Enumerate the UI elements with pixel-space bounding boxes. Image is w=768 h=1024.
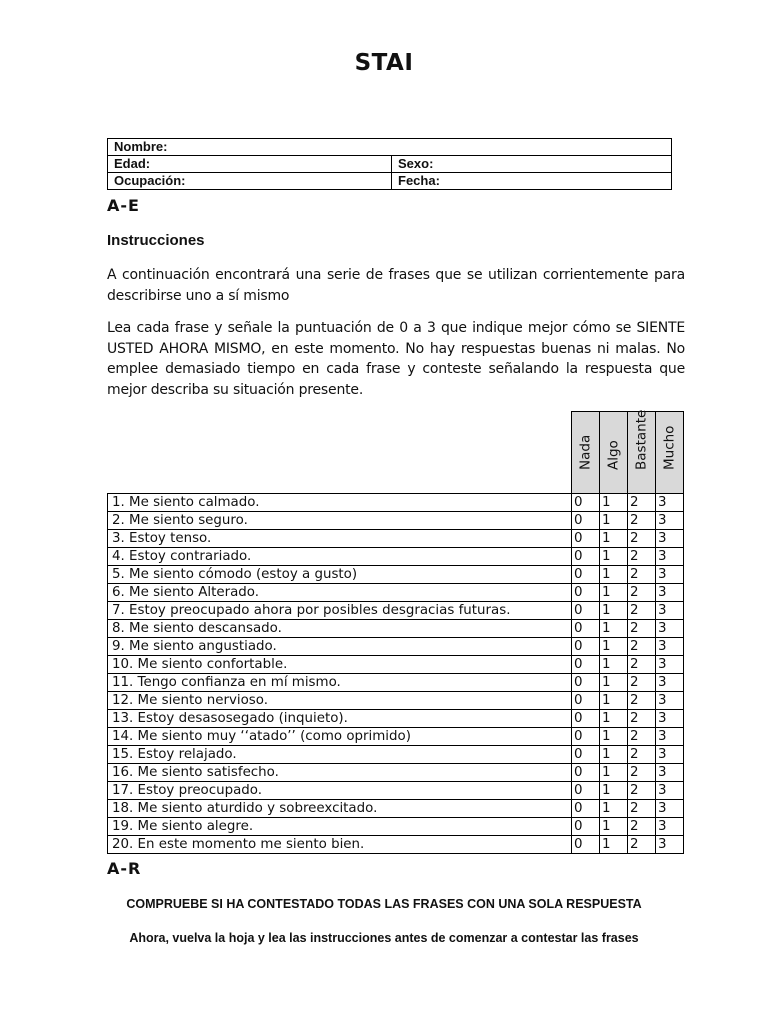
fecha-field[interactable]: Fecha: bbox=[392, 173, 672, 190]
score-option-algo[interactable]: 1 bbox=[600, 728, 628, 746]
score-option-algo[interactable]: 1 bbox=[600, 674, 628, 692]
score-option-nada[interactable]: 0 bbox=[572, 512, 600, 530]
score-option-algo[interactable]: 1 bbox=[600, 710, 628, 728]
item-statement: 3. Estoy tenso. bbox=[108, 530, 572, 548]
column-header-mucho bbox=[656, 412, 684, 494]
table-row bbox=[108, 494, 684, 512]
score-option-mucho[interactable]: 3 bbox=[656, 818, 684, 836]
score-option-nada[interactable]: 0 bbox=[572, 530, 600, 548]
table-row bbox=[108, 620, 684, 638]
score-option-mucho[interactable]: 3 bbox=[656, 692, 684, 710]
score-option-algo[interactable]: 1 bbox=[600, 638, 628, 656]
item-statement: 14. Me siento muy ‘‘atado’’ (como oprimido) bbox=[108, 728, 572, 746]
score-option-algo[interactable]: 1 bbox=[600, 620, 628, 638]
score-option-mucho[interactable]: 3 bbox=[656, 764, 684, 782]
score-option-mucho[interactable]: 3 bbox=[656, 638, 684, 656]
turn-page-note: Ahora, vuelva la hoja y lea las instrucciones antes de comenzar a contestar las frases bbox=[129, 931, 639, 945]
score-option-nada[interactable]: 0 bbox=[572, 728, 600, 746]
score-option-bastante[interactable]: 2 bbox=[628, 674, 656, 692]
score-option-mucho[interactable]: 3 bbox=[656, 584, 684, 602]
item-statement: 6. Me siento Alterado. bbox=[108, 584, 572, 602]
sexo-field[interactable]: Sexo: bbox=[392, 156, 672, 173]
edad-field[interactable]: Edad: bbox=[108, 156, 392, 173]
table-row bbox=[108, 548, 684, 566]
score-option-algo[interactable]: 1 bbox=[600, 692, 628, 710]
table-row bbox=[108, 584, 684, 602]
score-option-nada[interactable]: 0 bbox=[572, 836, 600, 854]
score-option-algo[interactable]: 1 bbox=[600, 836, 628, 854]
item-statement: 16. Me siento satisfecho. bbox=[108, 764, 572, 782]
instructions-heading: Instrucciones bbox=[107, 232, 205, 249]
score-option-algo[interactable]: 1 bbox=[600, 800, 628, 818]
score-option-bastante[interactable]: 2 bbox=[628, 638, 656, 656]
table-row bbox=[108, 764, 684, 782]
score-option-bastante[interactable]: 2 bbox=[628, 566, 656, 584]
score-option-mucho[interactable]: 3 bbox=[656, 782, 684, 800]
table-row bbox=[108, 656, 684, 674]
ocupacion-field[interactable]: Ocupación: bbox=[108, 173, 392, 190]
score-option-bastante[interactable]: 2 bbox=[628, 602, 656, 620]
item-statement: 11. Tengo confianza en mí mismo. bbox=[108, 674, 572, 692]
item-statement: 17. Estoy preocupado. bbox=[108, 782, 572, 800]
score-option-mucho[interactable]: 3 bbox=[656, 494, 684, 512]
table-row bbox=[108, 782, 684, 800]
score-option-mucho[interactable]: 3 bbox=[656, 746, 684, 764]
score-option-mucho[interactable]: 3 bbox=[656, 800, 684, 818]
score-option-algo[interactable]: 1 bbox=[600, 494, 628, 512]
score-option-algo[interactable]: 1 bbox=[600, 548, 628, 566]
score-option-bastante[interactable]: 2 bbox=[628, 494, 656, 512]
questionnaire-table bbox=[107, 411, 684, 854]
score-option-bastante[interactable]: 2 bbox=[628, 764, 656, 782]
page-title: STAI bbox=[354, 50, 414, 76]
score-option-nada[interactable]: 0 bbox=[572, 656, 600, 674]
score-option-algo[interactable]: 1 bbox=[600, 764, 628, 782]
table-row bbox=[108, 728, 684, 746]
table-row bbox=[108, 710, 684, 728]
score-option-nada[interactable]: 0 bbox=[572, 746, 600, 764]
score-option-bastante[interactable]: 2 bbox=[628, 692, 656, 710]
column-header-nada bbox=[572, 412, 600, 494]
table-row bbox=[108, 746, 684, 764]
score-option-mucho[interactable]: 3 bbox=[656, 728, 684, 746]
item-statement: 12. Me siento nervioso. bbox=[108, 692, 572, 710]
score-option-mucho[interactable]: 3 bbox=[656, 674, 684, 692]
table-row bbox=[108, 512, 684, 530]
score-option-algo[interactable]: 1 bbox=[600, 512, 628, 530]
score-option-bastante[interactable]: 2 bbox=[628, 656, 656, 674]
item-statement: 7. Estoy preocupado ahora por posibles desgracias futuras. bbox=[108, 602, 572, 620]
score-option-nada[interactable]: 0 bbox=[572, 620, 600, 638]
score-option-nada[interactable]: 0 bbox=[572, 602, 600, 620]
score-option-nada[interactable]: 0 bbox=[572, 494, 600, 512]
score-option-mucho[interactable]: 3 bbox=[656, 710, 684, 728]
item-statement: 4. Estoy contrariado. bbox=[108, 548, 572, 566]
score-option-nada[interactable]: 0 bbox=[572, 584, 600, 602]
score-option-nada[interactable]: 0 bbox=[572, 782, 600, 800]
item-statement: 20. En este momento me siento bien. bbox=[108, 836, 572, 854]
score-option-mucho[interactable]: 3 bbox=[656, 602, 684, 620]
section-ar-heading: A-R bbox=[107, 859, 142, 878]
score-option-nada[interactable]: 0 bbox=[572, 566, 600, 584]
score-option-bastante[interactable]: 2 bbox=[628, 548, 656, 566]
column-label-mucho: Mucho bbox=[661, 425, 677, 470]
score-option-bastante[interactable]: 2 bbox=[628, 728, 656, 746]
score-option-nada[interactable]: 0 bbox=[572, 800, 600, 818]
score-option-algo[interactable]: 1 bbox=[600, 746, 628, 764]
score-option-mucho[interactable]: 3 bbox=[656, 548, 684, 566]
score-option-bastante[interactable]: 2 bbox=[628, 584, 656, 602]
table-row bbox=[108, 530, 684, 548]
check-answers-note: COMPRUEBE SI HA CONTESTADO TODAS LAS FRASES CON UNA SOLA RESPUESTA bbox=[126, 897, 642, 911]
score-option-nada[interactable]: 0 bbox=[572, 710, 600, 728]
score-option-algo[interactable]: 1 bbox=[600, 782, 628, 800]
item-statement: 10. Me siento confortable. bbox=[108, 656, 572, 674]
score-option-bastante[interactable]: 2 bbox=[628, 620, 656, 638]
personal-info-form bbox=[107, 138, 672, 190]
section-ae-heading: A-E bbox=[107, 196, 140, 215]
score-option-bastante[interactable]: 2 bbox=[628, 512, 656, 530]
column-label-algo: Algo bbox=[605, 440, 621, 470]
score-option-nada[interactable]: 0 bbox=[572, 692, 600, 710]
table-row bbox=[108, 602, 684, 620]
score-option-bastante[interactable]: 2 bbox=[628, 710, 656, 728]
score-option-mucho[interactable]: 3 bbox=[656, 530, 684, 548]
score-option-bastante[interactable]: 2 bbox=[628, 818, 656, 836]
score-option-algo[interactable]: 1 bbox=[600, 656, 628, 674]
score-option-bastante[interactable]: 2 bbox=[628, 746, 656, 764]
score-option-bastante[interactable]: 2 bbox=[628, 800, 656, 818]
score-option-algo[interactable]: 1 bbox=[600, 602, 628, 620]
score-option-nada[interactable]: 0 bbox=[572, 674, 600, 692]
table-row bbox=[108, 836, 684, 854]
score-option-nada[interactable]: 0 bbox=[572, 548, 600, 566]
table-row bbox=[108, 674, 684, 692]
nombre-field[interactable]: Nombre: bbox=[108, 139, 672, 156]
item-statement: 2. Me siento seguro. bbox=[108, 512, 572, 530]
score-option-mucho[interactable]: 3 bbox=[656, 620, 684, 638]
column-label-nada: Nada bbox=[577, 434, 593, 470]
table-row bbox=[108, 800, 684, 818]
table-row bbox=[108, 638, 684, 656]
table-row bbox=[108, 818, 684, 836]
score-option-algo[interactable]: 1 bbox=[600, 818, 628, 836]
item-statement: 19. Me siento alegre. bbox=[108, 818, 572, 836]
item-statement: 13. Estoy desasosegado (inquieto). bbox=[108, 710, 572, 728]
item-statement: 5. Me siento cómodo (estoy a gusto) bbox=[108, 566, 572, 584]
score-option-bastante[interactable]: 2 bbox=[628, 836, 656, 854]
score-option-bastante[interactable]: 2 bbox=[628, 530, 656, 548]
item-statement: 18. Me siento aturdido y sobreexcitado. bbox=[108, 800, 572, 818]
item-statement: 9. Me siento angustiado. bbox=[108, 638, 572, 656]
column-label-bastante: Bastante bbox=[633, 409, 649, 470]
score-option-mucho[interactable]: 3 bbox=[656, 566, 684, 584]
item-statement: 1. Me siento calmado. bbox=[108, 494, 572, 512]
score-option-nada[interactable]: 0 bbox=[572, 764, 600, 782]
score-option-bastante[interactable]: 2 bbox=[628, 782, 656, 800]
score-option-mucho[interactable]: 3 bbox=[656, 656, 684, 674]
table-row bbox=[108, 692, 684, 710]
table-header-row bbox=[108, 412, 684, 494]
score-option-algo[interactable]: 1 bbox=[600, 566, 628, 584]
column-header-bastante bbox=[628, 409, 656, 494]
score-option-algo[interactable]: 1 bbox=[600, 530, 628, 548]
item-statement: 8. Me siento descansado. bbox=[108, 620, 572, 638]
score-option-algo[interactable]: 1 bbox=[600, 584, 628, 602]
instructions-paragraph-1: A continuación encontrará una serie de frases que se utilizan corrientemente para describirse uno a sí mismo bbox=[107, 267, 685, 304]
table-row bbox=[108, 566, 684, 584]
score-option-mucho[interactable]: 3 bbox=[656, 836, 684, 854]
instructions-paragraph-2: Lea cada frase y señale la puntuación de 0 a 3 que indique mejor cómo se SIENTE USTED AHORA MISMO, en este momento. No hay respuestas buenas ni malas. No emplee demasiado tiempo en cada frase y conteste señalando la respuesta que mejor describa su situación presente. bbox=[107, 320, 685, 398]
score-option-nada[interactable]: 0 bbox=[572, 818, 600, 836]
score-option-mucho[interactable]: 3 bbox=[656, 512, 684, 530]
column-header-algo bbox=[600, 412, 628, 494]
score-option-nada[interactable]: 0 bbox=[572, 638, 600, 656]
item-statement: 15. Estoy relajado. bbox=[108, 746, 572, 764]
